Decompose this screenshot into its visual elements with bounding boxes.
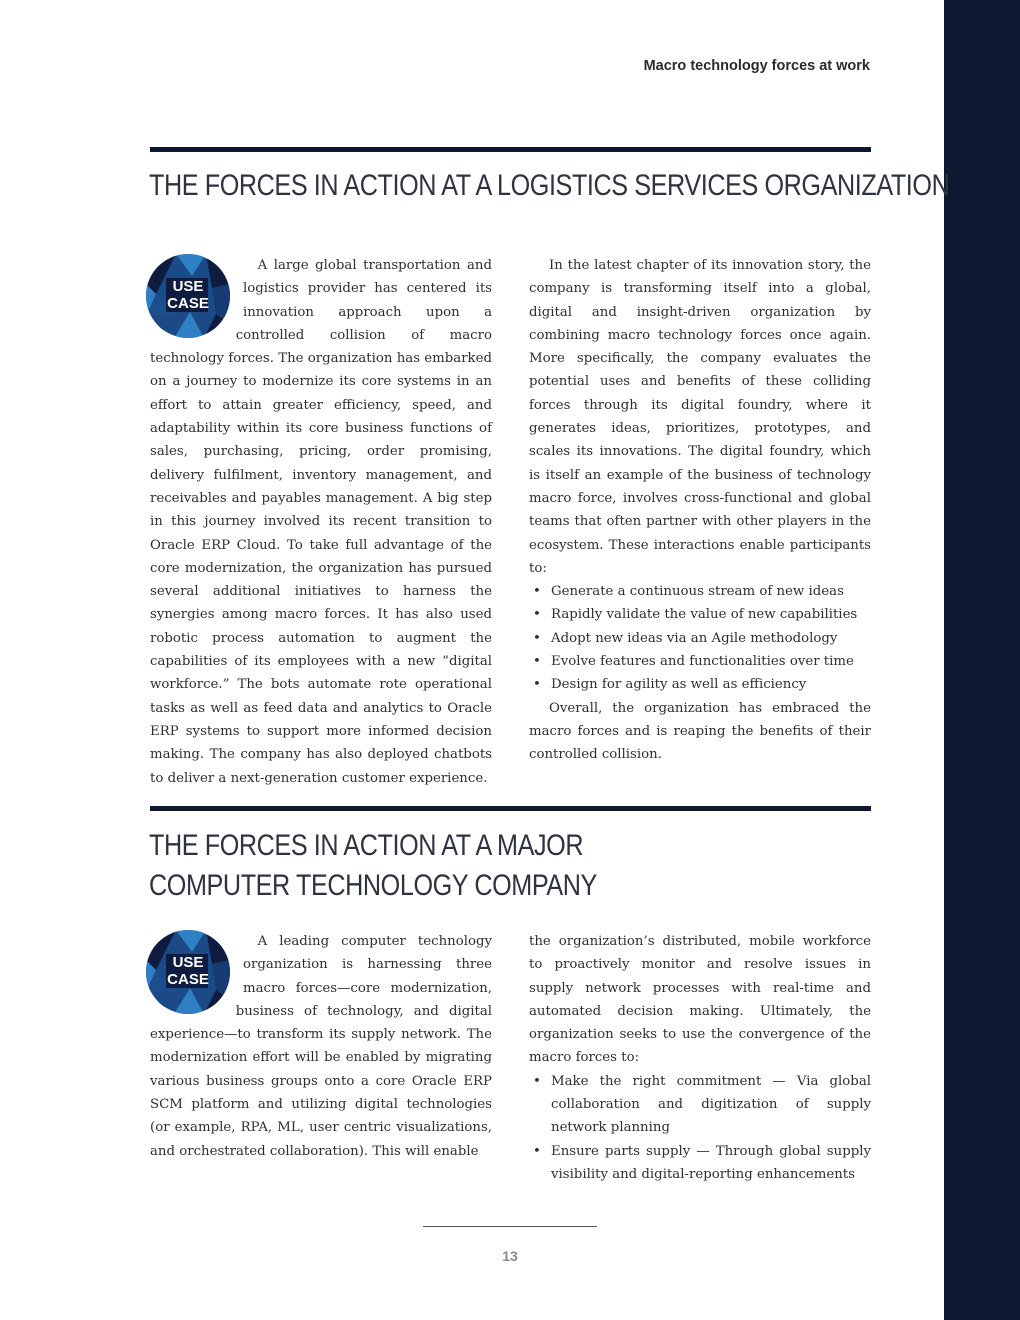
right-sidebar-band <box>944 0 1020 1320</box>
section-2-title <box>149 826 597 906</box>
section-2-bullet-list <box>529 1070 871 1186</box>
list-item: • Generate a continuous stream of new ideas <box>529 580 871 603</box>
running-header: Macro technology forces at work <box>643 58 870 74</box>
section-1-left-column <box>150 254 492 790</box>
list-item: • Adopt new ideas via an Agile methodology <box>529 627 871 650</box>
list-item: • Ensure parts supply — Through global supply visibility and digital-reporting enhancements <box>529 1140 871 1187</box>
use-case-badge-icon <box>146 254 230 338</box>
list-item: • Rapidly validate the value of new capabilities <box>529 603 871 626</box>
use-case-badge-line1: USE <box>172 278 204 295</box>
footer-rule <box>423 1226 597 1227</box>
use-case-badge <box>146 254 232 340</box>
section-2-right-intro: the organization’s distributed, mobile workforce to proactively monitor and resolve issues in supply network processes with real-time and automated decision making. Ultimately, the organization seeks to use the convergence of the macro forces to: <box>529 934 871 1066</box>
section-2-right-column <box>529 930 871 1186</box>
section-2-title-line1: THE FORCES IN ACTION AT A MAJOR <box>149 829 584 862</box>
section-2-title-line2: COMPUTER TECHNOLOGY COMPANY <box>149 869 597 902</box>
page-number: 13 <box>502 1248 518 1264</box>
section-2-left-paragraph: A leading computer technology organization is harnessing three macro forces—core modernization, business of technology, and digital experience—to transform its supply network. The modernization effort will be enabled by migrating various business groups onto a core Oracle ERP SCM platform and utilizing digital technologies (or example, RPA, ML, user centric visualizations, and orchestrated collaboration). This will enable <box>150 934 492 1159</box>
section-2-rule <box>150 806 871 811</box>
use-case-badge-icon <box>146 930 230 1014</box>
use-case-badge-line2: CASE <box>167 971 209 988</box>
section-2-left-column <box>150 930 492 1163</box>
section-1-left-paragraph: A large global transportation and logistics provider has centered its innovation approach upon a controlled collision of macro technology forces. The organization has embarked on a journey to modernize its core systems in an effort to attain greater efficiency, speed, and adaptability within its core business functions of sales, purchasing, pricing, order promising, delivery fulfilment, inventory management, and receivables and payables management. A big step in this journey involved its recent transition to Oracle ERP Cloud. To take full advantage of the core modernization, the organization has pursued several additional initiatives to harness the synergies among macro forces. It has also used robotic process automation to augment the capabilities of its employees with a new “digital workforce.” The bots automate rote operational tasks as well as feed data and analytics to Oracle ERP systems to support more informed decision making. The company has also deployed chatbots to deliver a next-generation customer experience. <box>150 258 492 786</box>
section-1-bullet-list <box>529 580 871 696</box>
use-case-badge <box>146 930 232 1016</box>
section-1-right-closing: Overall, the organization has embraced the macro forces and is reaping the benefits of their controlled collision. <box>529 700 871 763</box>
section-1-right-intro: In the latest chapter of its innovation story, the company is transforming itself into a global, digital and insight-driven organization by combining macro technology forces once again. More specifically, the company evaluates the potential uses and benefits of these colliding forces through its digital foundry, where it generates ideas, prioritizes, prototypes, and scales its innovations. The digital foundry, which is itself an example of the business of technology macro force, involves cross-functional and global teams that often partner with other players in the ecosystem. These interactions enable participants to: <box>529 258 871 576</box>
section-1-right-column <box>529 254 871 767</box>
use-case-badge-line2: CASE <box>167 295 209 312</box>
list-item: • Make the right commitment — Via global collaboration and digitization of supply network planning <box>529 1070 871 1140</box>
use-case-badge-line1: USE <box>172 954 204 971</box>
section-1-rule <box>150 147 871 152</box>
list-item: • Design for agility as well as efficiency <box>529 673 871 696</box>
section-1-title: THE FORCES IN ACTION AT A LOGISTICS SERVICES ORGANIZATION <box>149 169 950 202</box>
list-item: • Evolve features and functionalities over time <box>529 650 871 673</box>
